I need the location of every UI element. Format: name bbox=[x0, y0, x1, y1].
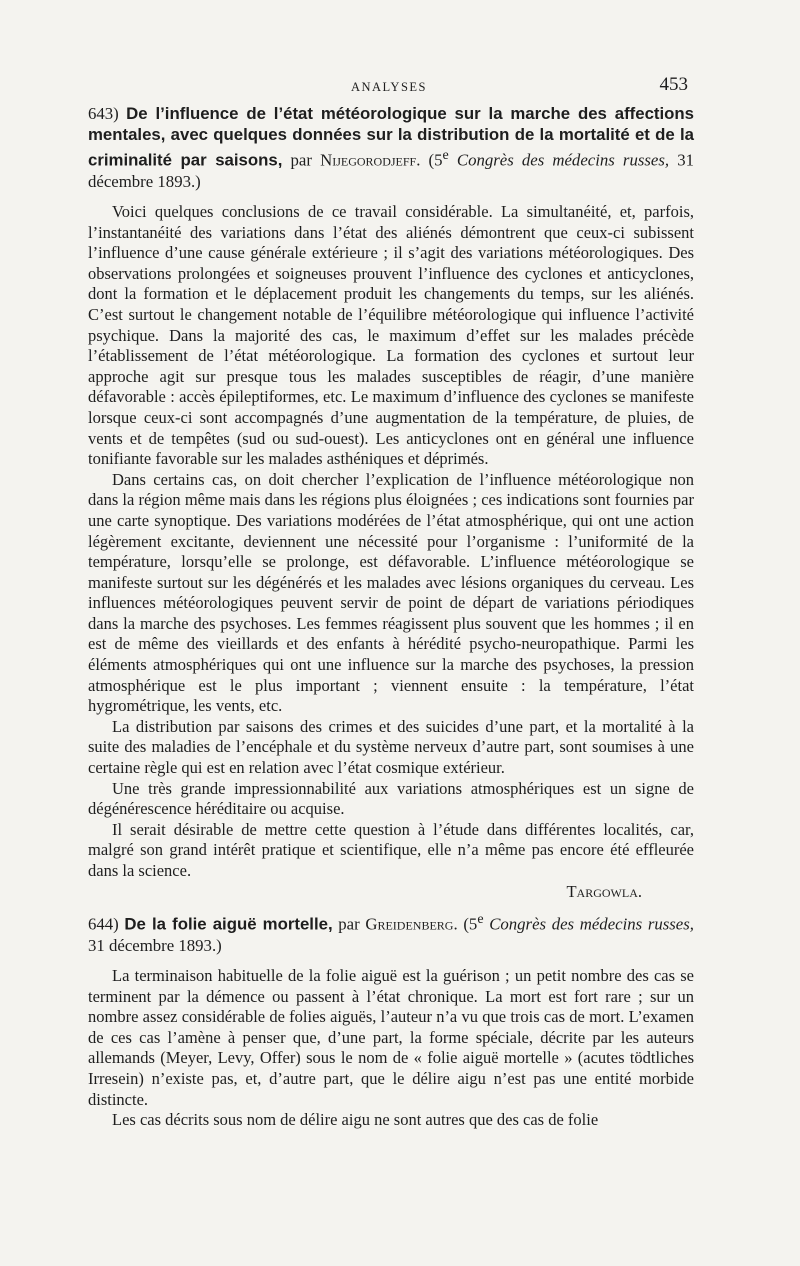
article-title: De l’influence de l’état météorologique sur la marche des affections mentales, avec quelques données sur la distribution de la mortalité et de la criminalité par saisons, bbox=[88, 104, 694, 170]
paragraph: La terminaison habituelle de la folie aiguë est la guérison ; un petit nombre des cas se terminent par la démence ou passent à l’état chronique. La mort est fort rare ; sur un nombre assez considérable de folies aiguës, l’auteur n’a vu que trois cas de mort. L’examen de ces cas l’amène à penser que, d’une part, la forme spéciale, décrite par les auteurs allemands (Meyer, Levy, Offer) sous le nom de « folie aiguë mortelle » (acutes tödtliches Irresein) n’existe pas, et, d’autre part, que le délire aigu n’est pas une entité morbide distincte. bbox=[88, 966, 694, 1109]
page-number: 453 bbox=[659, 74, 688, 95]
reference-open: (5 bbox=[463, 914, 478, 934]
article-644-heading bbox=[88, 909, 694, 956]
reference-sup: e bbox=[442, 148, 449, 163]
paragraph: Une très grande impressionnabilité aux variations atmosphériques est un signe de dégénérescence héréditaire ou acquise. bbox=[88, 778, 694, 819]
paragraph: La distribution par saisons des crimes et des suicides d’une part, et la mortalité à la suite des maladies de l’encéphale et du système nerveux d’autre part, sont soumises à une certaine règle qui est en relation avec l’état cosmique extérieur. bbox=[88, 716, 694, 778]
article-author: Greidenberg. bbox=[365, 914, 458, 934]
reference-date: 31 décembre 1893.) bbox=[88, 935, 222, 955]
article-number: 643) bbox=[88, 104, 119, 123]
paragraph: Il serait désirable de mettre cette question à l’étude dans différentes localités, car, malgré son grand intérêt pratique et scientifique, elle n’a même pas encore été effleurée dans la science. bbox=[88, 819, 694, 880]
byline-par: par bbox=[290, 150, 312, 170]
article-644-body bbox=[88, 966, 694, 1131]
reference-sup: e bbox=[477, 912, 484, 927]
paragraph: Voici quelques conclusions de ce travail considérable. La simultanéité, et, parfois, l’instantanéité des variations dans l’état des aliénés démontrent que ceux-ci subissent l’influence d’une cause générale extérieure ; il s’agit des variations météorologiques. Des observations prolongées et soigneuses prouvent l’influence des cyclones et anticyclones, dont la formation et le déplacement produit les changements du temps, sur les aliénés. C’est surtout le changement notable de l’équilibre météorologique qui influence l’activité psychique. Dans la majorité des cas, le maximum d’effet sur les malades précède l’établissement de l’état météorologique. La formation des cyclones et surtout leur approche agit sur presque tous les malades susceptibles de réagir, d’une manière défavorable : accès épileptiformes, etc. Le maximum d’influence des cyclones se manifeste lorsque ceux-ci sont accompagnés d’une augmentation de la température, de pluies, de vents et de tempêtes (sud ou sud-ouest). Les anticyclones ont en général une influence tonifiante favorable sur les malades asthéniques et déprimés. bbox=[88, 202, 694, 469]
byline-par: par bbox=[338, 914, 360, 934]
paragraph: Dans certains cas, on doit chercher l’explication de l’influence météorologique non dans la région même mais dans les régions plus éloignées ; ces indications sont fournies par une carte synoptique. Des variations modérées de l’état atmosphérique, qui ont une action légèrement excitante, deviennent une nécessité pour l’organisme : l’uniformité de la température, lorsqu’elle se prolonge, est défavorable. L’influence météorologique se manifeste surtout sur les dégénérés et les malades avec lésions organiques du cerveau. Les influences météorologiques peuvent servir de point de départ de variations périodiques dans la marche des psychoses. Les femmes réagissent plus souvent que les hommes ; il en est de même des vieillards et des enfants à hérédité psycho-neuropathique. Parmi les éléments atmosphériques qui ont une influence sur la marche des psychoses, la pression atmosphérique est le plus important ; viennent ensuite : la température, l’état hygrométrique, les vents, etc. bbox=[88, 469, 694, 716]
reference-journal: Congrès des médecins russes, bbox=[456, 150, 670, 170]
article-title: De la folie aiguë mortelle, bbox=[124, 914, 333, 934]
signature: Targowla. bbox=[566, 881, 642, 901]
running-title: ANALYSES bbox=[350, 80, 428, 94]
reference-open: (5 bbox=[428, 150, 443, 170]
reference-date: 31 décembre 1893.) bbox=[88, 150, 694, 191]
article-643-heading: 643) De l’influence de l’état météorologique sur la marche des affections mentales, avec quelques données sur la distribution de la mortalité et de la criminalité par saisons, par Nijegorodjeff. (5e Congrès des médecins russes, 31 décembre 1893.) bbox=[88, 104, 694, 191]
reference-journal: Congrès des médecins russes, bbox=[489, 914, 694, 934]
article-643-body bbox=[88, 202, 694, 902]
article-number: 644) bbox=[88, 914, 119, 934]
article-author: Nijegorodjeff bbox=[320, 150, 417, 170]
paragraph: Les cas décrits sous nom de délire aigu ne sont autres que des cas de folie bbox=[112, 1110, 599, 1130]
page-header bbox=[90, 74, 688, 98]
